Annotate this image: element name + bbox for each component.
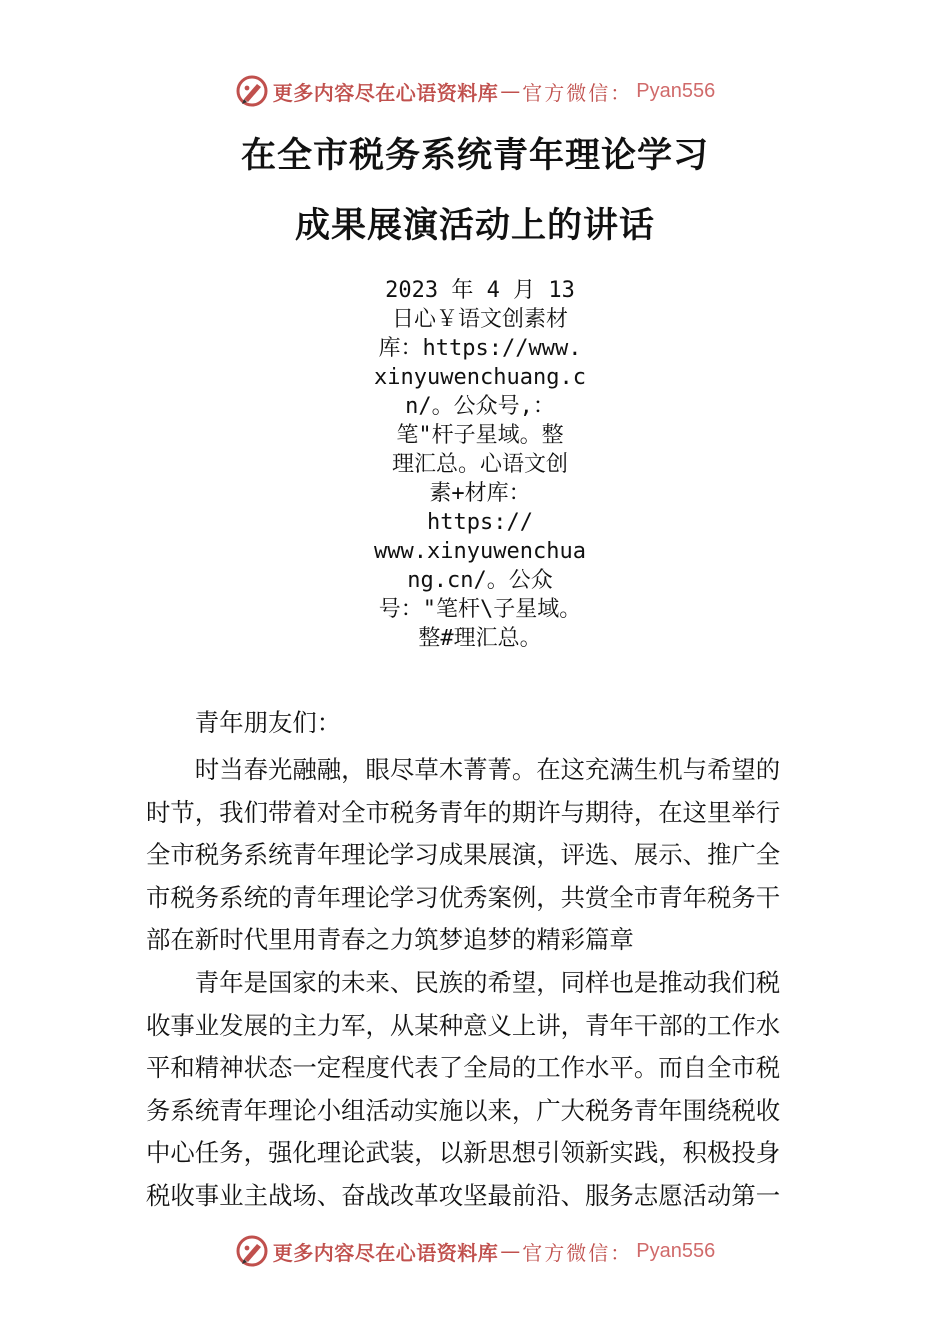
paragraph-line: 务系统青年理论小组活动实施以来，广大税务青年围绕税收 (146, 1095, 781, 1125)
watermark-wechat-label: 官方微信： (522, 80, 633, 105)
paragraph-1 (146, 749, 806, 962)
watermark-wechat-id: Pyan556 (636, 79, 716, 102)
meta-line: 笔"杆子星域。整 (396, 423, 564, 448)
paragraph-line: 中心任务，强化理论武装，以新思想引领新实践，积极投身 (146, 1138, 781, 1167)
watermark-main-text: 更多内容尽在心语资料库 (272, 1240, 499, 1265)
paragraph-line: 税收事业主战场、奋战改革攻坚最前沿、服务志愿活动第一 (146, 1180, 781, 1210)
meta-line: n/。公众号,： (405, 394, 555, 419)
pen-logo-icon (235, 74, 269, 108)
paragraph-line: 全市税务系统青年理论学习成果展演，评选、展示、推广全 (146, 840, 781, 869)
watermark-main-text: 更多内容尽在心语资料库 (272, 80, 499, 105)
document-title-line-2: 成果展演活动上的讲话 (294, 205, 655, 246)
greeting (146, 702, 806, 745)
paragraph-line: 时节，我们带着对全市税务青年的期许与期待，在这里举行 (146, 797, 781, 827)
paragraph-2 (146, 962, 806, 1217)
meta-line: 日心￥语文创素材 (391, 307, 568, 332)
greeting-text: 青年朋友们： (194, 708, 342, 737)
meta-line: www.xinyuwenchua (374, 539, 586, 564)
meta-line: 素+材库： (429, 481, 531, 506)
paragraph-line: 部在新时代里用青春之力筑梦追梦的精彩篇章 (146, 925, 634, 954)
watermark-header (0, 74, 950, 108)
watermark-footer (0, 1234, 950, 1268)
watermark-wechat-label: 官方微信： (522, 1240, 633, 1265)
paragraph-line: 收事业发展的主力军，从某种意义上讲，青年干部的工作水 (146, 1010, 781, 1040)
watermark-separator: — (500, 1239, 521, 1263)
meta-line: 2023 年 4 月 13 (385, 278, 575, 303)
meta-line: https:// (427, 510, 533, 535)
watermark-wechat-id: Pyan556 (636, 1239, 716, 1262)
meta-line: 理汇总。心语文创 (391, 452, 568, 477)
paragraph-line: 时当春光融融，眼尽草木菁菁。在这充满生机与希望的 (194, 755, 781, 784)
paragraph-line: 平和精神状态一定程度代表了全局的工作水平。而自全市税 (146, 1053, 781, 1082)
document-title-line-1: 在全市税务系统青年理论学习 (240, 135, 709, 176)
meta-line: 库：https://www. (378, 336, 582, 361)
paragraph-line: 青年是国家的未来、民族的希望，同样也是推动我们税 (194, 968, 781, 997)
pen-logo-icon (235, 1234, 269, 1268)
meta-line: 整#理汇总。 (418, 626, 542, 651)
meta-line: ng.cn/。公众 (407, 568, 553, 593)
date-source-block (360, 276, 600, 653)
watermark-separator: — (500, 79, 521, 103)
meta-line: xinyuwenchuang.c (374, 365, 586, 390)
meta-line: 号："笔杆\子星域。 (378, 597, 582, 622)
paragraph-line: 市税务系统的青年理论学习优秀案例，共赏全市青年税务干 (146, 882, 781, 912)
